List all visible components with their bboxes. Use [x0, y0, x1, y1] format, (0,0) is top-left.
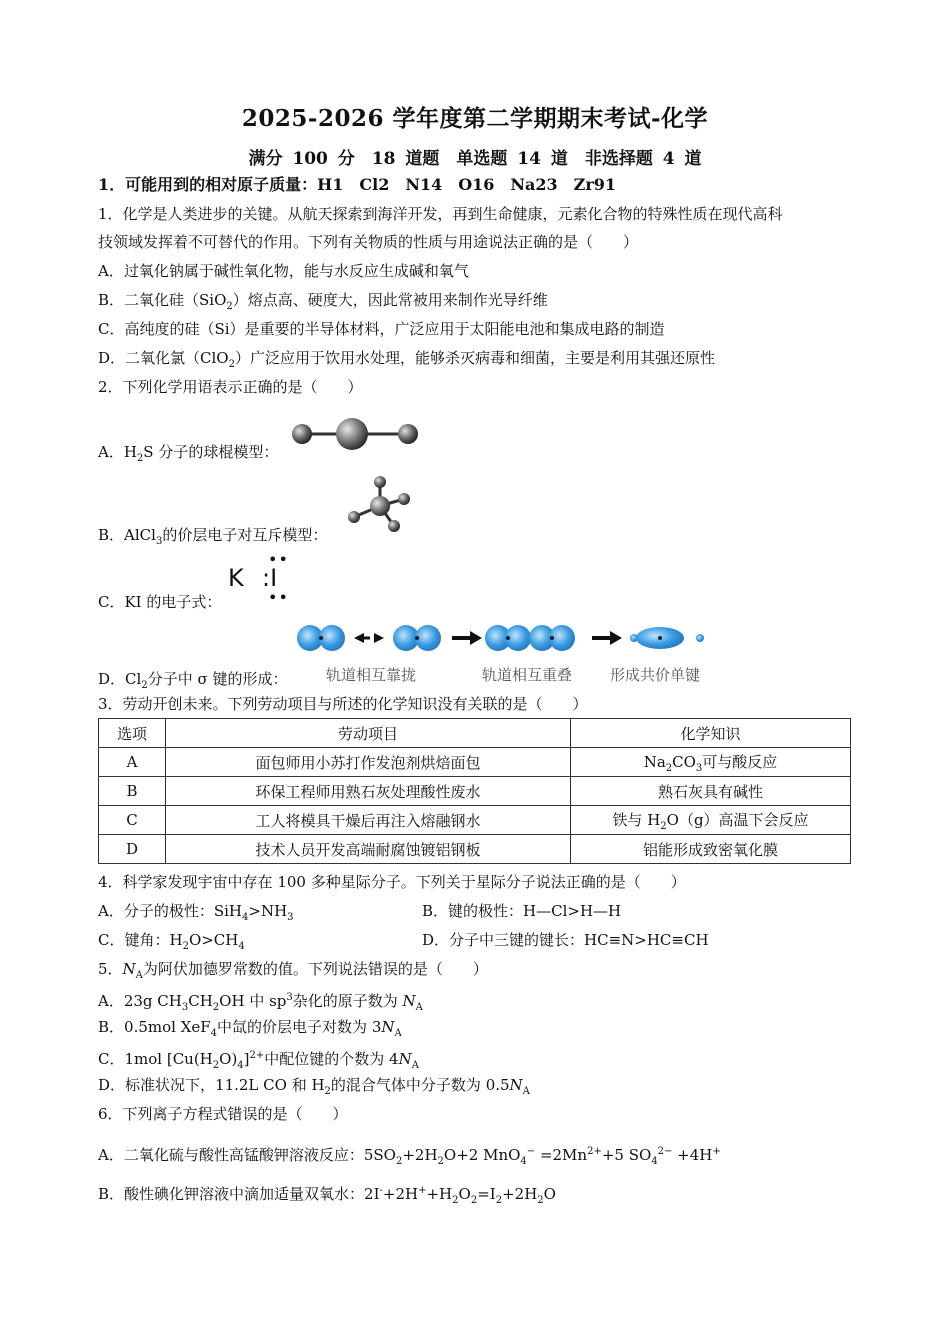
q5-stem: 5．$N_A$为阿伏加德罗常数的值。下列说法错误的是（ ）: [98, 960, 488, 981]
row-labor: 技术人员开发高端耐腐蚀镀铝钢板: [166, 835, 571, 864]
row-knowledge: 铁与 $H_2O(g)$高温下会反应: [571, 806, 851, 835]
q5-option-d: D．标准状况下，11.2L CO 和 $H_2$的混合气体中分子数为 $0.5N_A$: [98, 1076, 530, 1097]
row-knowledge: 熟石灰具有碱性: [571, 777, 851, 806]
ki-electron-formula: [228, 550, 298, 607]
q1-option-a: A．过氧化钠属于碱性氧化物，能与水反应生成碱和氧气: [98, 262, 469, 280]
table-row: [99, 777, 851, 806]
table-row: [99, 806, 851, 835]
caption-orbitals-overlap: 轨道相互重叠: [482, 666, 573, 684]
q5-option-a: A．23g $CH_3CH_2OH$ 中 $sp^3$杂化的原子数为 $N_A$: [98, 992, 423, 1013]
caption-orbitals-approach: 轨道相互靠拢: [326, 666, 417, 684]
sigma-bond-formation-figure: [296, 618, 716, 660]
q2-stem: 2．下列化学用语表示正确的是（ ）: [98, 378, 363, 396]
q1-option-d: D．二氧化氯（ClO$_2$）广泛应用于饮用水处理，能够杀灭病毒和细菌，主要是利用其强还原性: [98, 349, 715, 370]
row-option: C: [99, 806, 166, 835]
ki-i-symbol: :I: [262, 564, 278, 592]
q6-option-b: B．酸性碘化钾溶液中滴加适量双氧水：$2I^-+2H^++H_2O_2=I_2+2H_2O$: [98, 1185, 556, 1206]
q4-stem: 4．科学家发现宇宙中存在 100 多种星际分子。下列关于星际分子说法正确的是（ ）: [98, 873, 686, 891]
q5-option-b: B．0.5mol XeF$_4$中氙的价层电子对数为 $3N_A$: [98, 1018, 402, 1039]
header-labor: 劳动项目: [166, 719, 571, 748]
labor-knowledge-table: [98, 718, 851, 864]
ki-k-symbol: K: [228, 564, 244, 592]
atomic-mass-note: 1．可能用到的相对原子质量：H1 Cl2 N14 O16 Na23 Zr91: [98, 175, 617, 194]
q4-option-a: A．分子的极性：$SiH_4>NH_3$: [98, 902, 294, 923]
ki-top-dots: ••: [268, 550, 289, 569]
q4-option-c: C．键角：$H_2O>CH_4$: [98, 931, 245, 952]
row-option: A: [99, 748, 166, 777]
row-labor: 面包师用小苏打作发泡剂烘焙面包: [166, 748, 571, 777]
q2-option-a: A．$H_2S$ 分子的球棍模型：: [98, 443, 279, 464]
q1-option-c: C．高纯度的硅（Si）是重要的半导体材料，广泛应用于太阳能电池和集成电路的制造: [98, 320, 665, 338]
q4-option-b: B．键的极性：H—Cl>H—H: [422, 902, 622, 920]
page-title: 2025-2026 学年度第二学期期末考试-化学: [241, 105, 709, 132]
q3-stem: 3．劳动开创未来。下列劳动项目与所述的化学知识没有关联的是（ ）: [98, 695, 588, 713]
row-knowledge: $Na_2CO_3$可与酸反应: [571, 748, 851, 777]
alcl3-vsepr-figure: [342, 472, 418, 538]
ki-bottom-dots: ••: [268, 588, 289, 607]
q2-option-b: B．AlCl$_3$的价层电子对互斥模型：: [98, 526, 328, 547]
row-option: D: [99, 835, 166, 864]
q6-stem: 6．下列离子方程式错误的是（ ）: [98, 1105, 348, 1123]
table-row: [99, 835, 851, 864]
q1-option-b: B．二氧化硅（SiO$_2$）熔点高、硬度大，因此常被用来制作光导纤维: [98, 291, 548, 312]
header-knowledge: 化学知识: [571, 719, 851, 748]
page-subtitle: 满分 100 分 18 道题 单选题 14 道 非选择题 4 道: [248, 149, 702, 169]
row-knowledge: 铝能形成致密氧化膜: [571, 835, 851, 864]
q2-option-d: D．$Cl_2$分子中 σ 键的形成：: [98, 670, 288, 691]
caption-single-bond: 形成共价单键: [610, 666, 701, 684]
table-row: [99, 748, 851, 777]
q1-stem-line1: 1．化学是人类进步的关键。从航天探索到海洋开发，再到生命健康，元素化合物的特殊性质在现代高科: [98, 205, 783, 223]
q4-option-d: D．分子中三键的键长：HC≡N>HC≡CH: [422, 931, 709, 949]
q2-option-c: C．KI 的电子式：: [98, 593, 222, 611]
table-header-row: [99, 719, 851, 748]
q5-option-c: C．1mol $[Cu(H_2O)_4]^{2+}$中配位键的个数为 $4N_A$: [98, 1050, 419, 1071]
q6-option-a: A．二氧化硫与酸性高锰酸钾溶液反应：$5SO_2+2H_2O+2$ $MnO_4^- =2Mn^{2+}+5$ $SO_4^{2-} +4H^+$: [98, 1146, 721, 1167]
h2s-ball-stick-figure: [286, 412, 426, 456]
row-labor: 工人将模具干燥后再注入熔融钢水: [166, 806, 571, 835]
q1-stem-line2: 技领域发挥着不可替代的作用。下列有关物质的性质与用途说法正确的是（ ）: [98, 233, 639, 251]
header-option: 选项: [99, 719, 166, 748]
row-option: B: [99, 777, 166, 806]
row-labor: 环保工程师用熟石灰处理酸性废水: [166, 777, 571, 806]
